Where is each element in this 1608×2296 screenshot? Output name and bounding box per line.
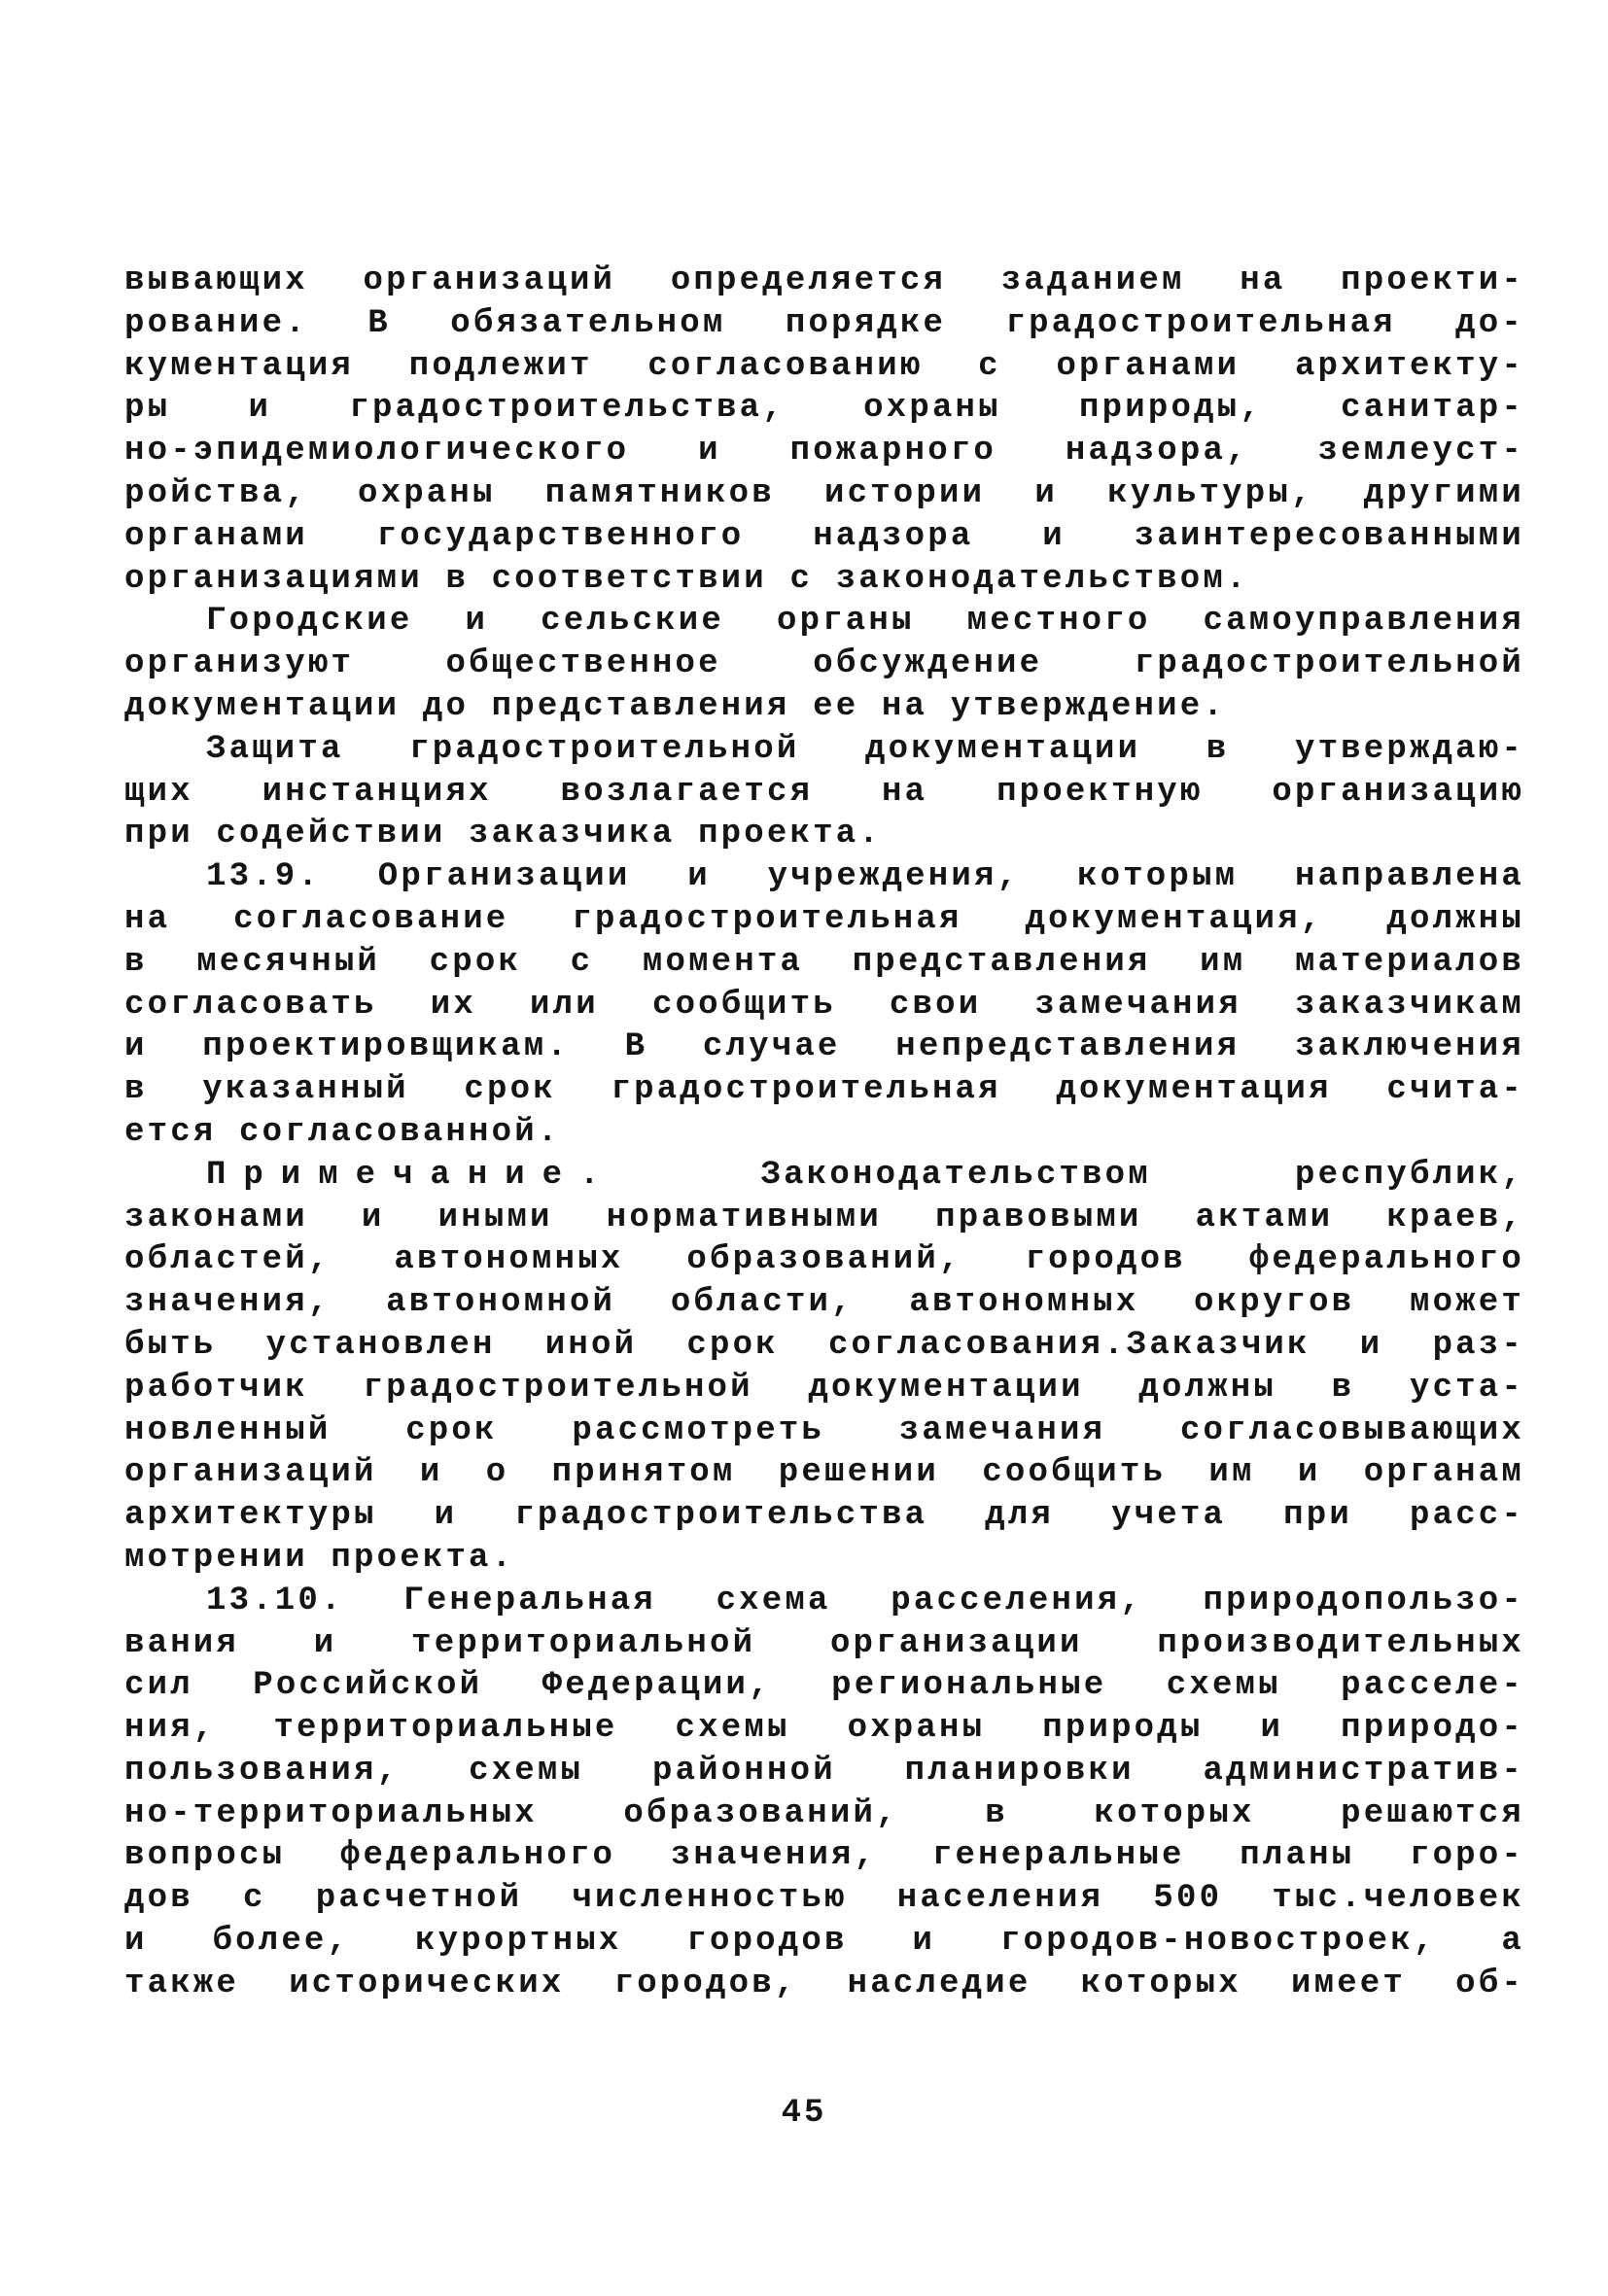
text-line: сил Российской Федерации, региональные схемы расселе- <box>124 1667 1524 1705</box>
text-line: но-эпидемиологического и пожарного надзора, землеуст- <box>124 433 1524 470</box>
text-line: щих инстанциях возлагается на проектную организацию <box>124 773 1524 811</box>
text-line: значения, автономной области, автономных округов может <box>124 1284 1524 1322</box>
text-line: 13.10. Генеральная схема расселения, природопользо- <box>206 1582 1524 1619</box>
text-line: вания и территориальной организации производительных <box>124 1624 1524 1662</box>
text-line: органами государственного надзора и заинтересованными <box>124 517 1524 555</box>
text-line: организаций и о принятом решении сообщить им и органам <box>124 1454 1524 1492</box>
text-line: согласовать их или сообщить свои замечания заказчикам <box>124 986 1524 1024</box>
text-line: в указанный срок градостроительная документация счита- <box>124 1071 1524 1109</box>
text-line: организациями в соответствии с законодательством. <box>124 560 1249 598</box>
text-line: законами и иными нормативными правовыми актами краев, <box>124 1199 1524 1236</box>
text-line: дов с расчетной численностью населения 500 тыс.человек <box>124 1880 1524 1918</box>
text-line: в месячный срок с момента представления им материалов <box>124 943 1524 981</box>
text-line: кументация подлежит согласованию с органами архитекту- <box>124 347 1524 385</box>
page-number: 45 <box>781 2095 827 2132</box>
text-line: областей, автономных образований, городов федерального <box>124 1241 1524 1279</box>
text-line: вопросы федерального значения, генеральные планы горо- <box>124 1837 1524 1875</box>
text-line: Защита градостроительной документации в утверждаю- <box>206 730 1524 768</box>
text-line: 13.9. Организации и учреждения, которым направлена <box>206 858 1524 896</box>
text-line: документации до представления ее на утверждение. <box>124 687 1226 725</box>
text-line: Городские и сельские органы местного самоуправления <box>206 603 1524 641</box>
text-line: быть установлен иной срок согласования.Заказчик и раз- <box>124 1326 1524 1364</box>
text-line: организуют общественное обсуждение градостроительной <box>124 645 1524 683</box>
note-line <box>124 1155 1524 1198</box>
note-label: Примечание. <box>206 1156 617 1194</box>
text-line: ется согласованной. <box>124 1113 561 1151</box>
text-line: архитектуры и градостроительства для учета при расс- <box>124 1497 1524 1535</box>
note-text: Законодательством республик, <box>760 1156 1524 1194</box>
text-line: вывающих организаций определяется заданием на проекти- <box>124 262 1524 299</box>
text-line: на согласование градостроительная документация, должны <box>124 900 1524 938</box>
text-line: новленный срок рассмотреть замечания согласовывающих <box>124 1411 1524 1449</box>
text-line: ния, территориальные схемы охраны природы и природо- <box>124 1710 1524 1748</box>
text-line: ры и градостроительства, охраны природы, санитар- <box>124 390 1524 428</box>
text-line: но-территориальных образований, в которых решаются <box>124 1794 1524 1832</box>
text-line: также исторических городов, наследие которых имеет об- <box>124 1965 1524 2002</box>
text-line: рование. В обязательном порядке градостроительная до- <box>124 304 1524 342</box>
text-line: ройства, охраны памятников истории и культуры, другими <box>124 474 1524 512</box>
text-line: пользования, схемы районной планировки административ- <box>124 1752 1524 1790</box>
body-text <box>124 261 1524 2006</box>
text-line: работчик градостроительной документации должны в уста- <box>124 1369 1524 1407</box>
text-line: и проектировщикам. В случае непредставления заключения <box>124 1028 1524 1066</box>
text-line: мотрении проекта. <box>124 1539 515 1577</box>
text-line: при содействии заказчика проекта. <box>124 816 882 853</box>
text-line: и более, курортных городов и городов-новостроек, а <box>124 1923 1524 1961</box>
